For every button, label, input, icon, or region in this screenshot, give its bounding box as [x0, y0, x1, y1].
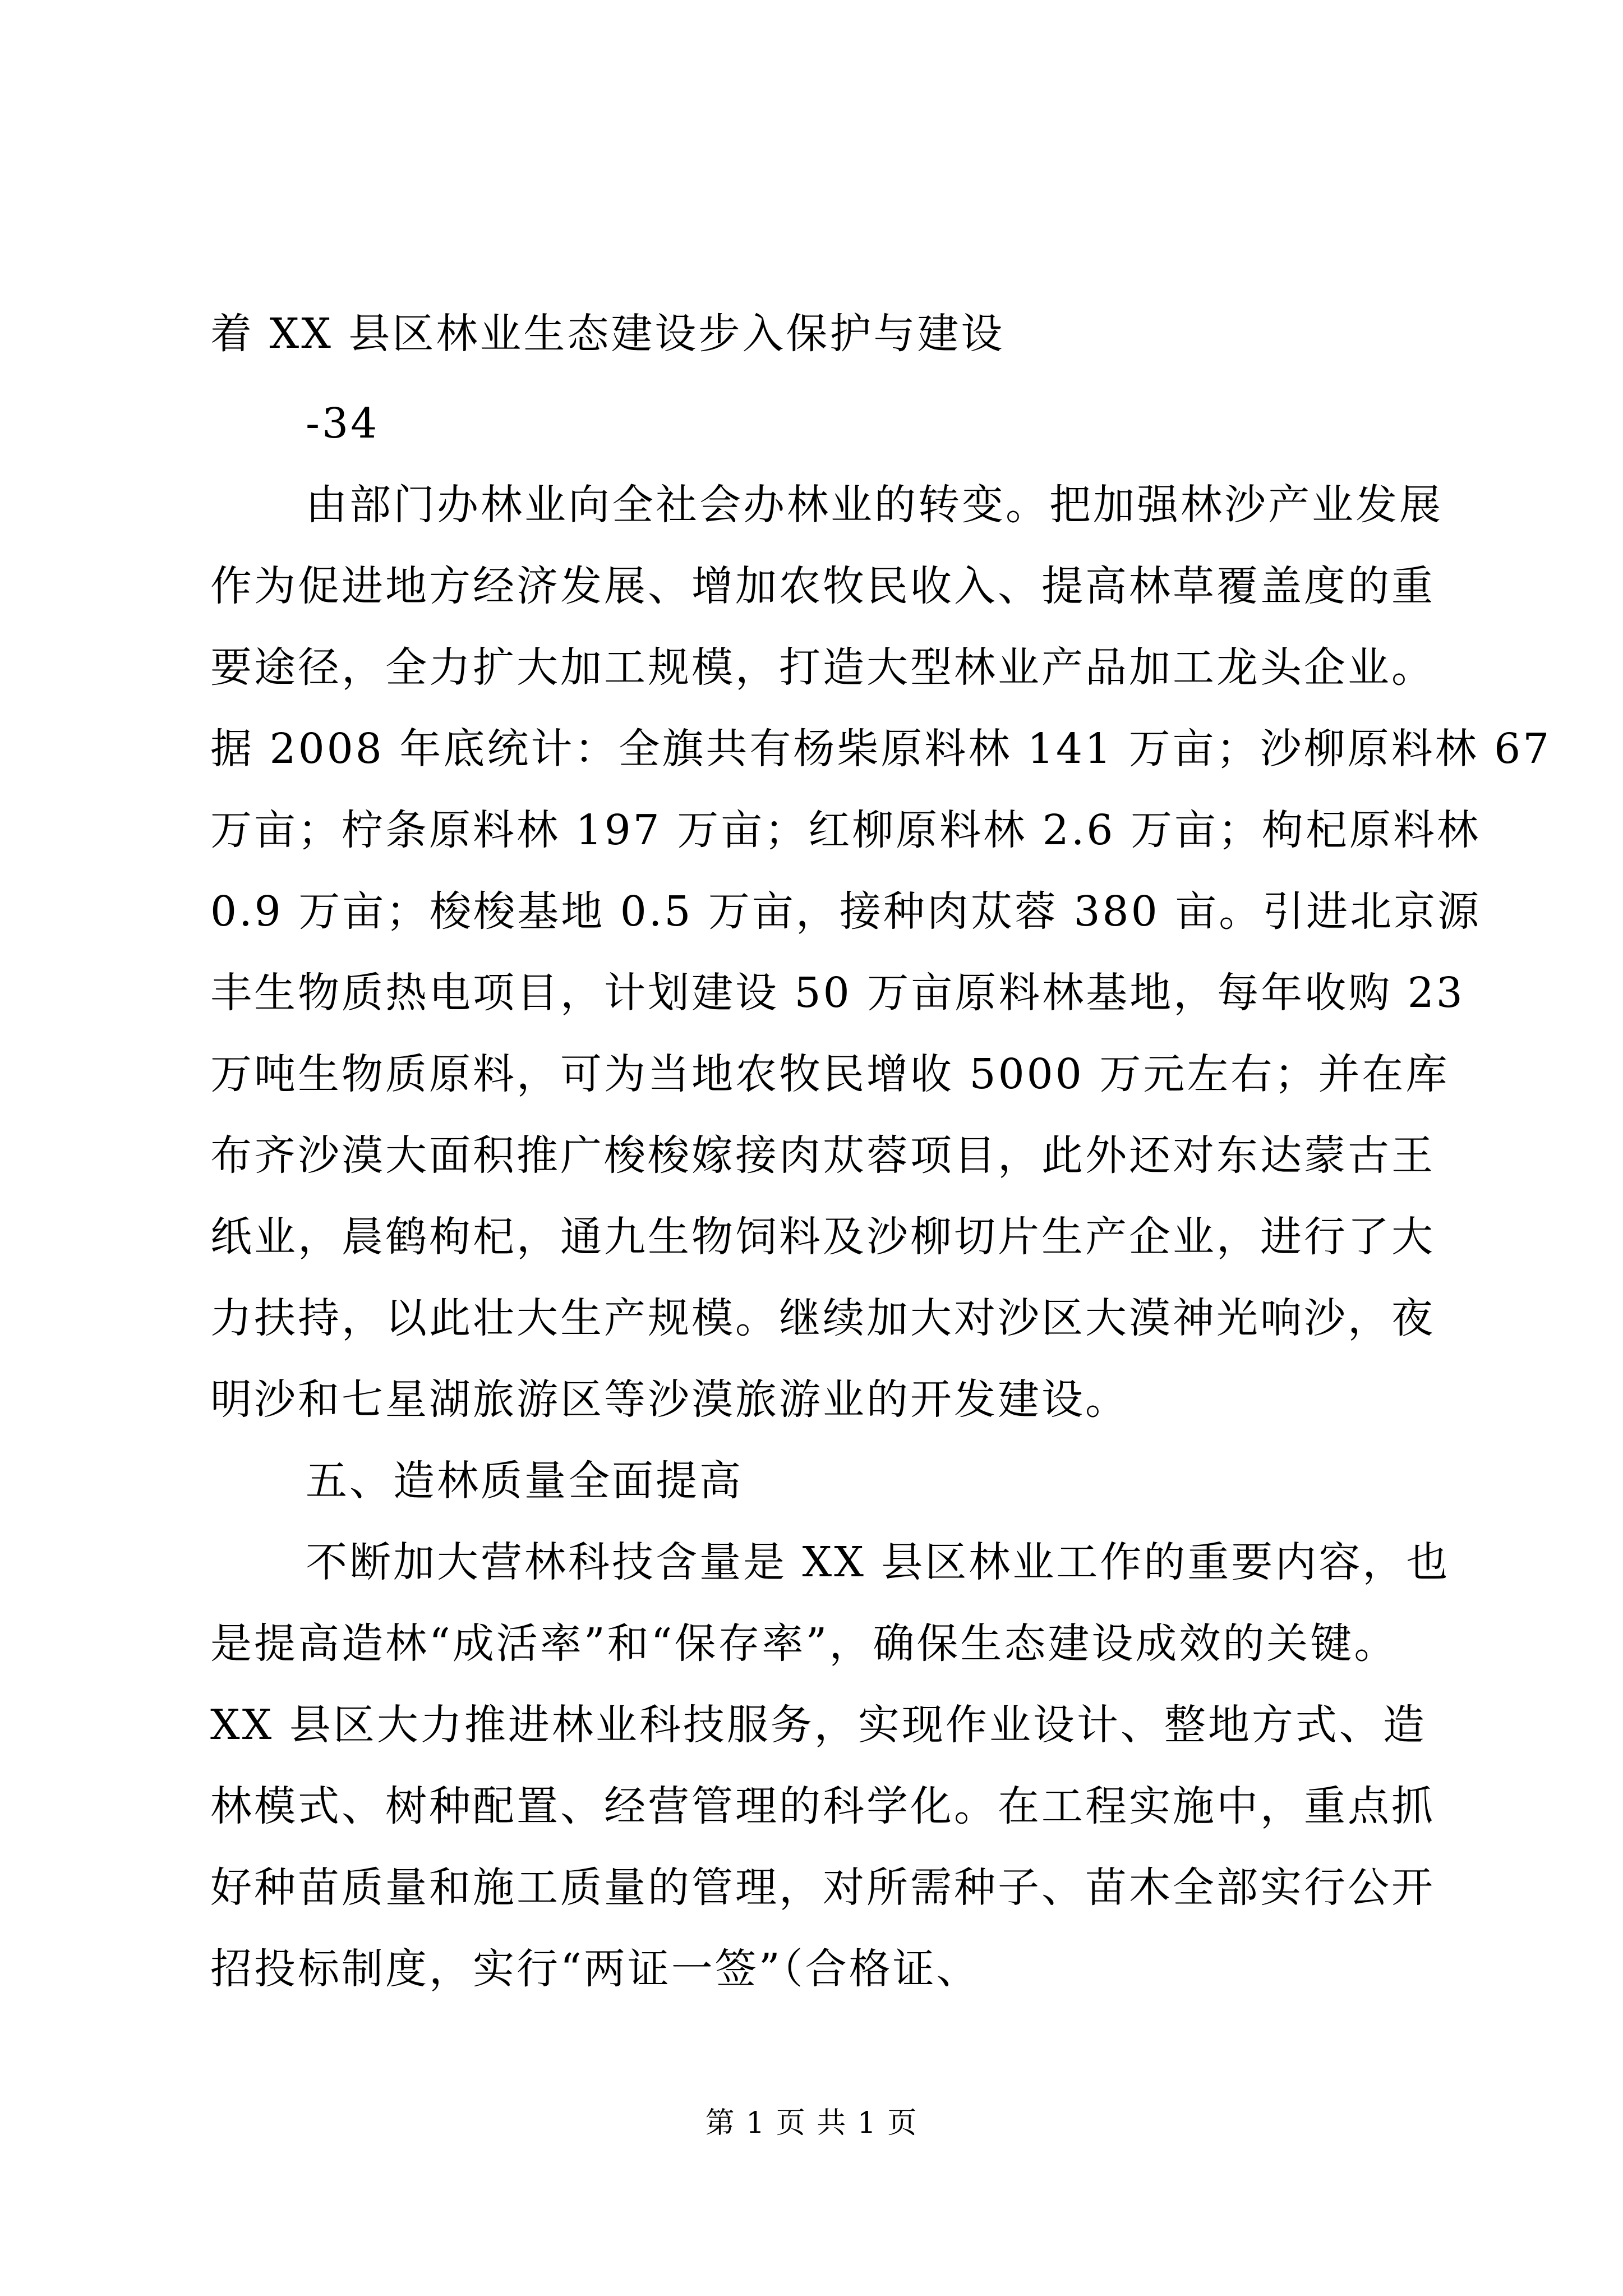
text-line: 丰生物质热电项目，计划建设 50 万亩原料林基地，每年收购 23: [210, 969, 1465, 1017]
text-line: 万亩；柠条原料林 197 万亩；红柳原料林 2.6 万亩；枸杞原料林: [210, 806, 1481, 854]
text-line: 林模式、树种配置、经营管理的科学化。在工程实施中，重点抓: [210, 1782, 1435, 1830]
text-line: 招投标制度，实行“两证一签”（合格证、: [210, 1945, 980, 1993]
text-line: 0.9 万亩；梭梭基地 0.5 万亩，接种肉苁蓉 380 亩。引进北京源: [210, 887, 1482, 936]
text-line: 万吨生物质原料，可为当地农牧民增收 5000 万元左右；并在库: [210, 1050, 1450, 1098]
paragraph-first-line: 不断加大营林科技含量是 XX 县区林业工作的重要内容，也: [306, 1538, 1450, 1586]
text-line: 好种苗质量和施工质量的管理，对所需种子、苗木全部实行公开: [210, 1864, 1435, 1912]
text-line: 是提高造林“成活率”和“保存率”，确保生态建设成效的关键。: [210, 1619, 1398, 1668]
paragraph-first-line: 由部门办林业向全社会办林业的转变。把加强林沙产业发展: [306, 481, 1443, 529]
text-line: 据 2008 年底统计：全旗共有杨柴原料林 141 万亩；沙柳原料林 67: [210, 725, 1552, 773]
text-line: 要途径，全力扩大加工规模，打造大型林业产品加工龙头企业。: [210, 643, 1435, 692]
section-heading: 五、造林质量全面提高: [306, 1457, 743, 1505]
page-footer: 第 1 页 共 1 页: [705, 2106, 918, 2140]
text-line: 纸业，晨鹤枸杞，通九生物饲料及沙柳切片生产企业，进行了大: [210, 1213, 1435, 1261]
text-line: -34: [306, 399, 380, 448]
text-line: 作为促进地方经济发展、增加农牧民收入、提高林草覆盖度的重: [210, 562, 1435, 610]
text-line: 布齐沙漠大面积推广梭梭嫁接肉苁蓉项目，此外还对东达蒙古王: [210, 1131, 1435, 1180]
text-line: XX 县区大力推进林业科技服务，实现作业设计、整地方式、造: [210, 1701, 1427, 1749]
text-line: 着 XX 县区林业生态建设步入保护与建设: [210, 310, 1005, 358]
text-line: 力扶持，以此壮大生产规模。继续加大对沙区大漠神光响沙，夜: [210, 1294, 1435, 1342]
text-line: 明沙和七星湖旅游区等沙漠旅游业的开发建设。: [210, 1375, 1129, 1424]
